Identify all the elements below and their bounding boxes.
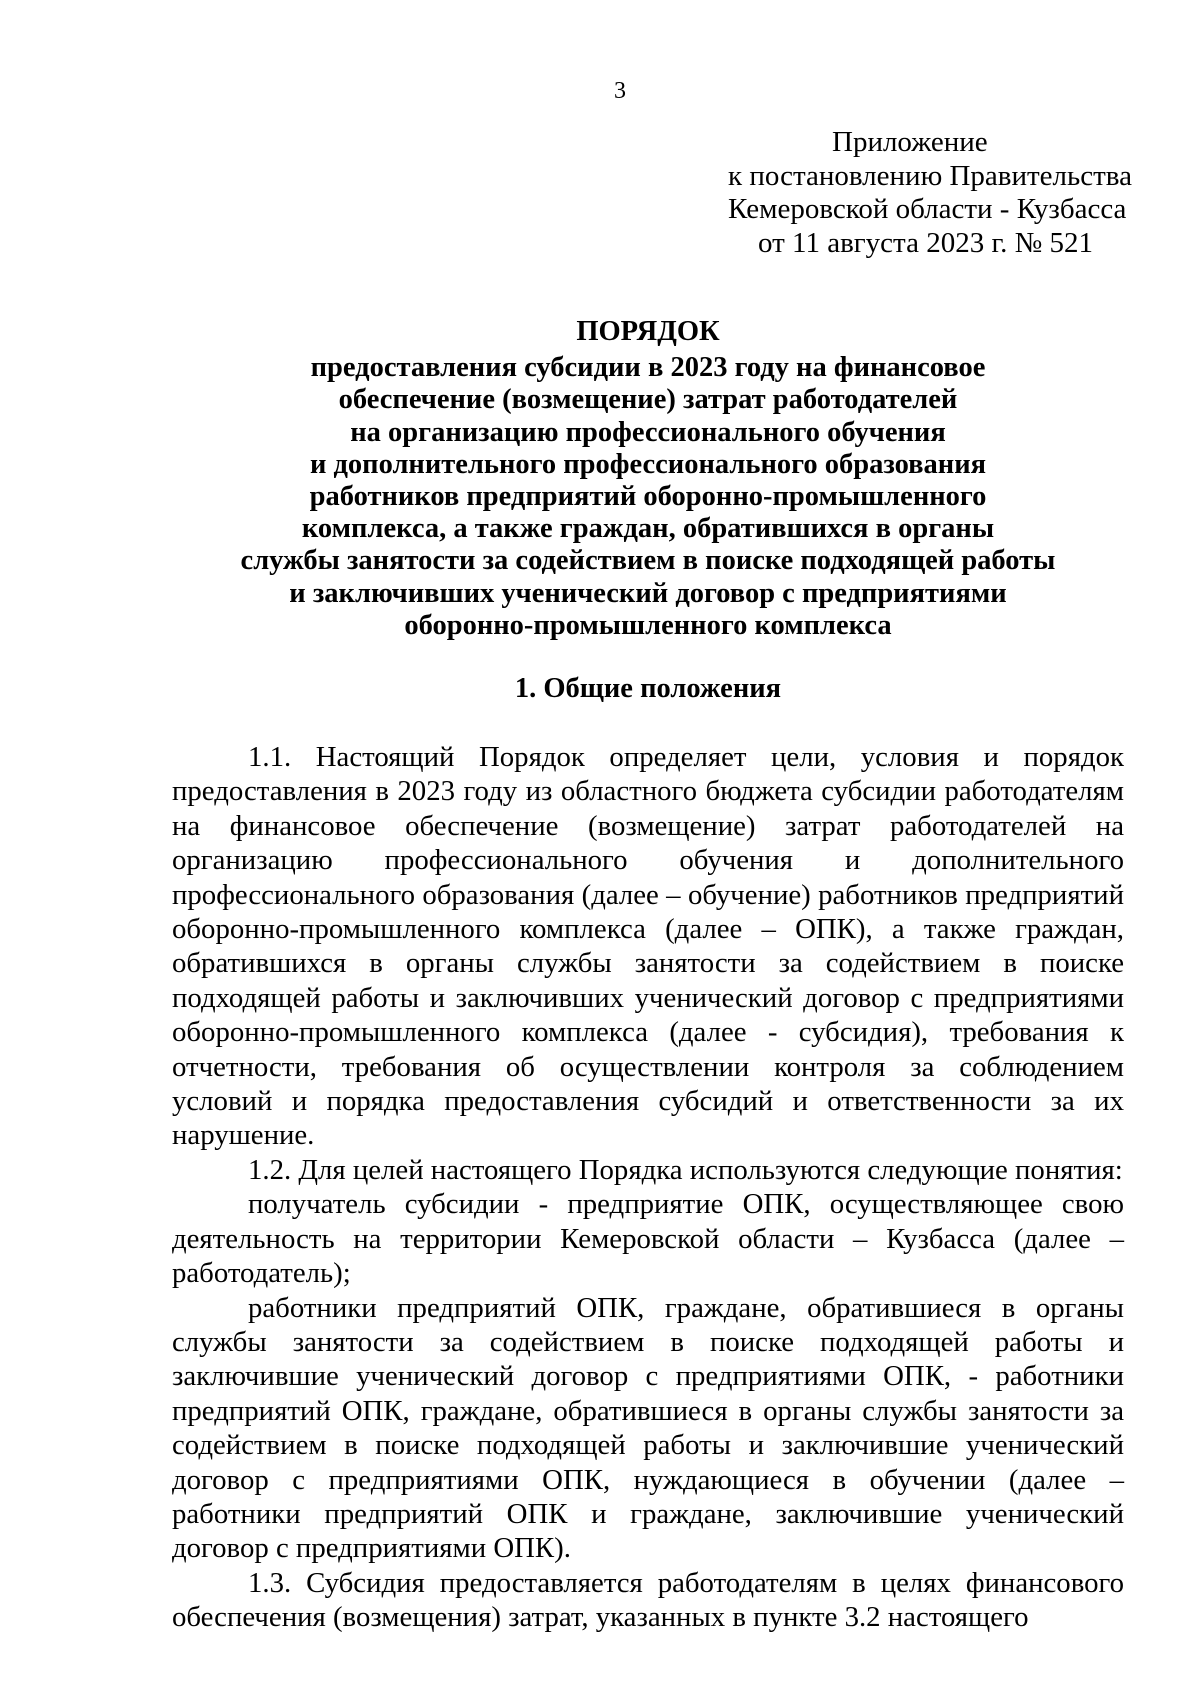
appendix-line-resolution: к постановлению Правительства	[728, 159, 1132, 192]
body-text	[172, 740, 1124, 1635]
title-line: предоставления субсидии в 2023 году на финансовое	[310, 352, 986, 384]
title-main: ПОРЯДОК	[576, 316, 720, 347]
title-line: и дополнительного профессионального образования	[309, 448, 987, 480]
document-title	[172, 316, 1124, 642]
section-heading: 1. Общие положения	[514, 673, 782, 704]
appendix-block	[700, 126, 1160, 260]
paragraph-1-3: 1.3. Субсидия предоставляется работодателям в целях финансового обеспечения (возмещения) затрат, указанных в пункте 3.2 настоящего	[172, 1566, 1124, 1634]
title-line: на организацию профессионального обучения	[350, 416, 946, 448]
title-line: и заключивших ученический договор с предприятиями	[289, 577, 1007, 609]
paragraph-definition-recipient: получатель субсидии - предприятие ОПК, осуществляющее свою деятельность на территории Кемеровской области – Кузбасса (далее – работодатель);	[172, 1188, 1124, 1290]
appendix-line-date-number: от 11 августа 2023 г. № 521	[758, 226, 1093, 259]
appendix-line-title: Приложение	[832, 126, 988, 158]
title-line: работников предприятий оборонно-промышленного	[309, 481, 987, 513]
title-line: оборонно-промышленного комплекса	[404, 609, 892, 641]
paragraph-definition-workers: работники предприятий ОПК, граждане, обратившиеся в органы службы занятости за содействием в поиске подходящей работы и заключившие ученический договор с предприятиями ОПК, - работники предприятий ОПК, граждане, обратившиеся в органы службы занятости за содействием в поиске подходящей работы и заключившие ученический договор с предприятиями ОПК, нуждающиеся в обучении (далее – работники предприятий ОПК и граждане, заключившие ученический договор с предприятиями ОПК).	[172, 1291, 1124, 1565]
title-line: обеспечение (возмещение) затрат работодателей	[338, 384, 958, 416]
title-line: службы занятости за содействием в поиске подходящей работы	[240, 545, 1056, 577]
paragraph-1-1: 1.1. Настоящий Порядок определяет цели, условия и порядок предоставления в 2023 году из областного бюджета субсидии работодателям на финансовое обеспечение (возмещение) затрат работодателей на организацию профессионального обучения и дополнительного профессионального образования (далее – обучение) работников предприятий оборонно-промышленного комплекса (далее – ОПК), а также граждан, обратившихся в органы службы занятости за содействием в поиске подходящей работы и заключивших ученический договор с предприятиями оборонно-промышленного комплекса (далее - субсидия), требования к отчетности, требования об осуществлении контроля за соблюдением условий и порядка предоставления субсидий и ответственности за их нарушение.	[172, 741, 1124, 1152]
appendix-line-region: Кемеровской области - Кузбасса	[728, 193, 1127, 225]
paragraph-1-2: 1.2. Для целей настоящего Порядка используются следующие понятия:	[248, 1153, 1123, 1186]
page-number: 3	[614, 78, 626, 104]
title-line: комплекса, а также граждан, обратившихся в органы	[301, 513, 995, 545]
